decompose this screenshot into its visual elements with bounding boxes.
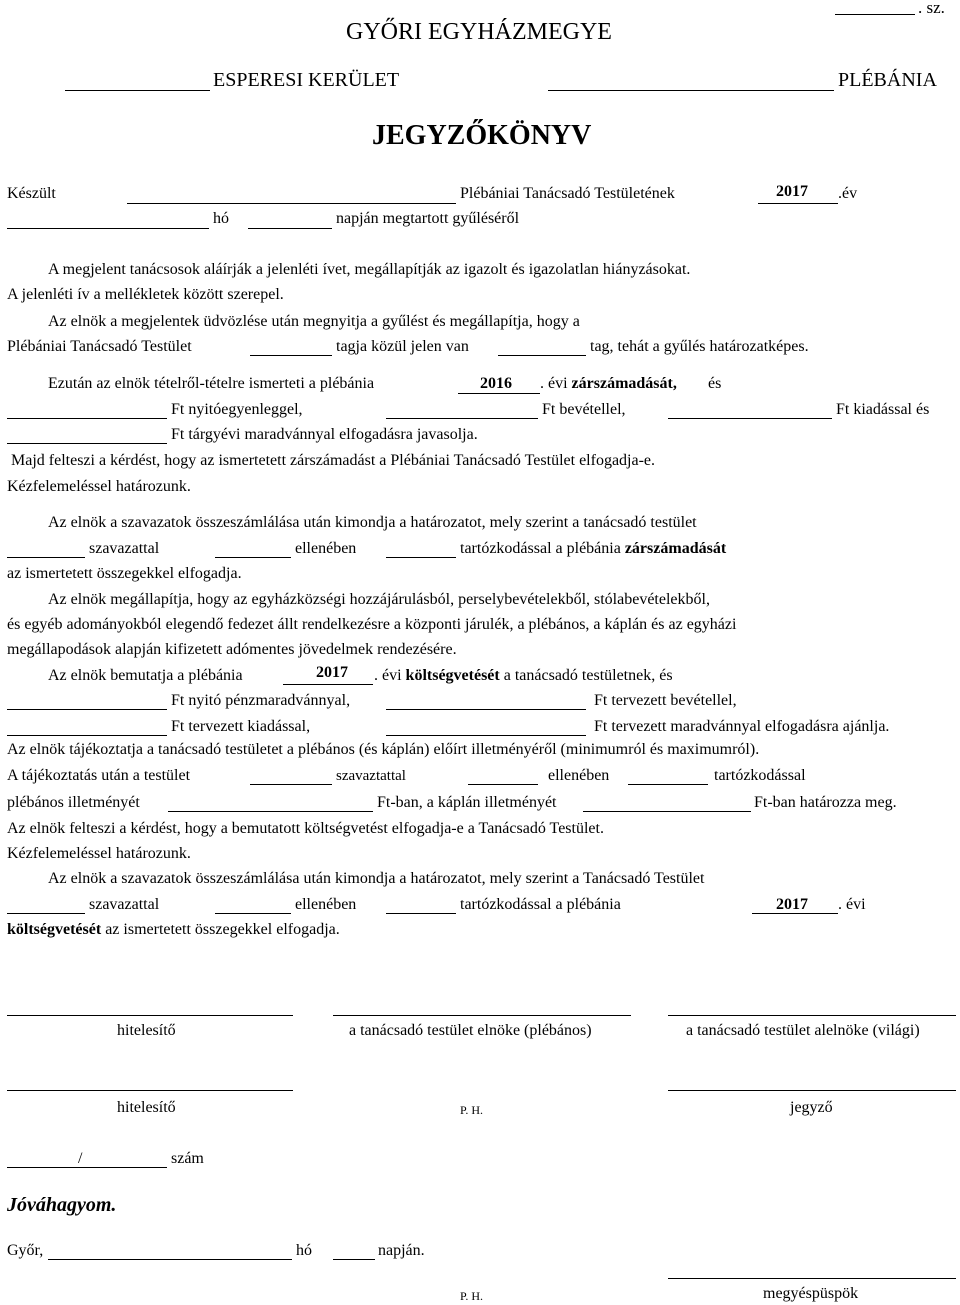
para2-line2: és egyéb adományokból elegendő fedezet állt rendelkezésre a központi járulék, a plébános, a káplán és az egyházi — [7, 616, 737, 633]
sig-elnok-label: a tanácsadó testület elnöke (plébános) — [349, 1022, 592, 1039]
koltsegvetes-word: költségvetését — [405, 667, 500, 684]
salary-no-line[interactable] — [468, 784, 538, 785]
zarszamadas-word: zárszámadását, — [571, 375, 677, 392]
budget-evi — [374, 667, 673, 685]
vote2-year-line[interactable] — [752, 913, 838, 914]
sig-jegyzo-label: jegyző — [790, 1099, 833, 1116]
sig-hitelesito1-label: hitelesítő — [117, 1022, 176, 1039]
approval-slash: / — [78, 1150, 83, 1167]
chaplain-salary-line[interactable] — [583, 811, 751, 812]
residual-line[interactable] — [7, 443, 167, 444]
salary-line3b: Ft-ban, a káplán illetményét — [377, 794, 557, 811]
budget-nyito: Ft nyitó pénzmaradvánnyal, — [171, 692, 351, 709]
vote2-line3 — [7, 921, 340, 939]
closing-year-line[interactable] — [458, 393, 540, 394]
sz-suffix: . sz. — [918, 0, 945, 17]
para2-line3: megállapodások alapján kifizetett adómentes jövedelmek rendezésére. — [7, 641, 457, 658]
para1-line1: A megjelent tanácsosok aláírják a jelenléti ívet, megállapítják az igazolt és igazolatlan hiányzásokat. — [48, 261, 691, 278]
sig-hitelesito1-line[interactable] — [7, 1015, 293, 1016]
sig-hitelesito2-line[interactable] — [7, 1090, 293, 1091]
ho-label: hó — [213, 210, 229, 227]
sig-alelnok-line[interactable] — [668, 1015, 956, 1016]
vote2-ev: . évi — [838, 896, 866, 913]
diocese-title: GYŐRI EGYHÁZMEGYE — [346, 19, 612, 45]
document-title: JEGYZŐKÖNYV — [372, 120, 592, 151]
sig-elnok-line[interactable] — [333, 1015, 631, 1016]
sz-line[interactable] — [835, 14, 915, 15]
closing-evi — [540, 375, 677, 393]
vote2-ellenben: ellenében — [295, 896, 357, 913]
closing-line1a: Ezután az elnök tételről-tételre ismerteti a plébánia — [48, 375, 375, 392]
vote2-tartozkodas: tartózkodással a plébánia — [460, 896, 621, 913]
salary-line2c: ellenében — [548, 767, 610, 784]
budget-kiadas: Ft tervezett kiadással, — [171, 718, 311, 735]
closing-line2a: Ft nyitóegyenleggel, — [171, 401, 303, 418]
closing-line2b: Ft bevétellel, — [542, 401, 626, 418]
para1-line3: Az elnök a megjelentek üdvözlése után megnyitja a gyűlést és megállapítja, hogy a — [48, 313, 580, 330]
sig-bishop-line[interactable] — [668, 1278, 956, 1279]
vote2-abstain-line[interactable] — [386, 913, 456, 914]
ph-stamp-2: P. H. — [460, 1289, 484, 1303]
members-present-line[interactable] — [498, 355, 586, 356]
approval-number-line[interactable] — [7, 1167, 167, 1168]
para1-line4c: tag, tehát a gyűlés határozatképes. — [590, 338, 809, 355]
vote2-line3-rest: az ismertetett összegekkel elfogadja. — [101, 921, 340, 938]
sig-hitelesito2-label: hitelesítő — [117, 1099, 176, 1116]
salary-line2b: szavaztattal — [336, 768, 406, 784]
meeting-label: napján megtartott gyűléséről — [336, 210, 520, 227]
vote1-zarszamadasat: zárszámadását — [624, 540, 727, 557]
salary-yes-line[interactable] — [250, 784, 332, 785]
sig-bishop-label: megyéspüspök — [763, 1285, 859, 1302]
vote1-no-line[interactable] — [215, 557, 291, 558]
budget-maradvany: Ft tervezett maradvánnyal elfogadásra ajánlja. — [594, 718, 890, 735]
approval-jovahagyom: Jóváhagyom. — [7, 1194, 117, 1216]
vote1-yes-line[interactable] — [7, 557, 85, 558]
approval-napjan: napján. — [378, 1242, 425, 1259]
sig-jegyzo-line[interactable] — [668, 1090, 956, 1091]
salary-line3a: plébános illetményét — [7, 794, 140, 811]
approval-szam: szám — [171, 1150, 204, 1167]
vote2-no-line[interactable] — [215, 913, 291, 914]
salary-line2d: tartózkodással — [714, 767, 806, 784]
approval-date-line[interactable] — [48, 1259, 292, 1260]
vote1-ellenben: ellenében — [295, 540, 357, 557]
vote1-tartozkodas — [460, 540, 726, 558]
budget-year: 2017 — [316, 664, 348, 681]
priest-salary-line[interactable] — [168, 811, 373, 812]
expense-line[interactable] — [668, 418, 832, 419]
salary-line3c: Ft-ban határozza meg. — [754, 794, 897, 811]
salary-line1: Az elnök tájékoztatja a tanácsadó testületet a plébános (és káplán) előírt illetményéről (minimumról és maximumról). — [7, 741, 760, 758]
salary-line4: Az elnök felteszi a kérdést, hogy a bemutatott költségvetést elfogadja-e a Tanácsadó Testület. — [7, 820, 604, 837]
vote2-szavazattal: szavazattal — [89, 896, 160, 913]
budget-rest: a tanácsadó testületnek, és — [499, 667, 673, 684]
board-label: Plébániai Tanácsadó Testületének — [460, 185, 675, 202]
approval-ho: hó — [296, 1242, 312, 1259]
budget-expense-line[interactable] — [7, 735, 167, 736]
vote2-line1: Az elnök a szavazatok összeszámlálása után kimondja a határozatot, mely szerint a Tanácsadó Testület — [48, 870, 705, 887]
closing-line2c: Ft kiadással és — [836, 401, 930, 418]
parish-label: PLÉBÁNIA — [838, 69, 937, 91]
para1-line2: A jelenléti ív a mellékletek között szerepel. — [7, 286, 284, 303]
vote1-tartozkodas-text: tartózkodással a plébánia — [460, 540, 625, 557]
district-line[interactable] — [65, 90, 210, 91]
vote2-yes-line[interactable] — [7, 913, 85, 914]
salary-line5: Kézfelemeléssel határozunk. — [7, 845, 191, 862]
ev-label: .év — [838, 185, 858, 202]
budget-evi-text: . évi — [374, 667, 406, 684]
budget-year-line[interactable] — [283, 684, 373, 685]
budget-income-line[interactable] — [386, 709, 586, 710]
vote2-year: 2017 — [776, 896, 808, 913]
budget-opening-line[interactable] — [7, 709, 167, 710]
closing-es: és — [708, 375, 722, 392]
salary-abstain-line[interactable] — [628, 784, 708, 785]
budget-bevetel: Ft tervezett bevétellel, — [594, 692, 737, 709]
approval-day-line[interactable] — [333, 1259, 375, 1260]
vote1-line3: az ismertetett összegekkel elfogadja. — [7, 565, 242, 582]
salary-line2a: A tájékoztatás után a testület — [7, 767, 191, 784]
keszult-label: Készült — [7, 185, 56, 202]
vote1-line1: Az elnök a szavazatok összeszámlálása után kimondja a határozatot, mely szerint a tanácsadó testület — [48, 514, 697, 531]
income-line[interactable] — [386, 418, 538, 419]
closing-year: 2016 — [480, 375, 512, 392]
approval-gyor: Győr, — [7, 1242, 44, 1259]
budget-line1a: Az elnök bemutatja a plébánia — [48, 667, 243, 684]
keszult-line[interactable] — [127, 203, 456, 204]
closing-line5: Kézfelemeléssel határozunk. — [7, 478, 191, 495]
vote2-koltsegvetes: költségvetését — [7, 921, 102, 938]
closing-line3: Ft tárgyévi maradvánnyal elfogadásra javasolja. — [171, 426, 478, 443]
ph-stamp-1: P. H. — [460, 1103, 484, 1117]
intro-year-line[interactable] — [758, 203, 838, 204]
closing-evi-text: . évi — [540, 375, 572, 392]
members-total-line[interactable] — [250, 355, 332, 356]
closing-line4: Majd felteszi a kérdést, hogy az ismertetett zárszámadást a Plébániai Tanácsadó Testület elfogadja-e. — [11, 452, 656, 469]
para1-line4a: Plébániai Tanácsadó Testület — [7, 338, 192, 355]
para1-line4b: tagja közül jelen van — [336, 338, 469, 355]
opening-balance-line[interactable] — [7, 418, 167, 419]
vote1-abstain-line[interactable] — [386, 557, 456, 558]
sig-alelnok-label: a tanácsadó testület alelnöke (világi) — [686, 1022, 920, 1039]
day-line[interactable] — [248, 228, 332, 229]
vote1-szavazattal: szavazattal — [89, 540, 160, 557]
month-line[interactable] — [7, 228, 209, 229]
district-label: ESPERESI KERÜLET — [213, 69, 400, 91]
budget-residual-line[interactable] — [386, 735, 586, 736]
parish-line[interactable] — [548, 90, 834, 91]
para2-line1: Az elnök megállapítja, hogy az egyházközségi hozzájárulásból, perselybevételekből, stólabevételekből, — [48, 591, 710, 608]
intro-year: 2017 — [776, 183, 808, 200]
